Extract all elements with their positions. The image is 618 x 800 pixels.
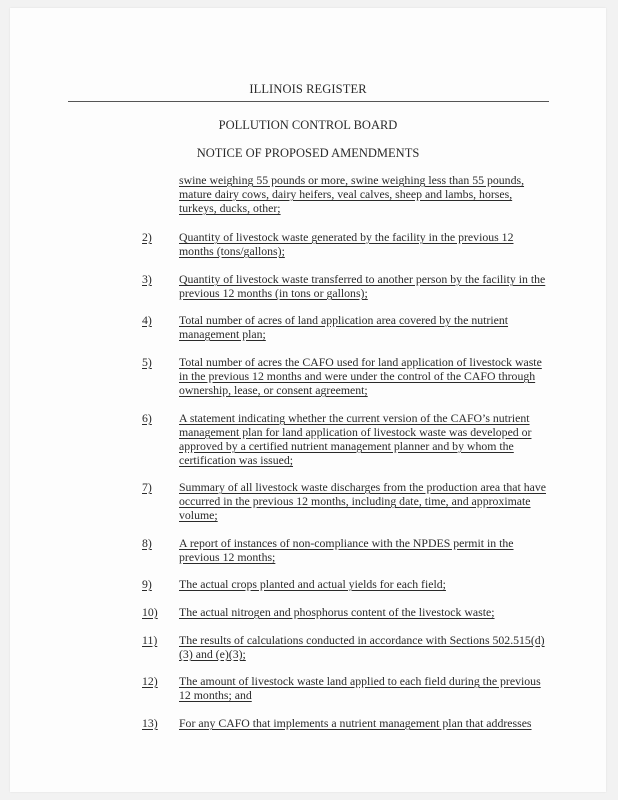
item-text: The actual crops planted and actual yields for each field; [179, 577, 446, 591]
item-number: 11) [142, 633, 158, 647]
item-number: 2) [142, 230, 152, 244]
board-heading: POLLUTION CONTROL BOARD [218, 118, 398, 132]
item-text: For any CAFO that implements a nutrient management plan that addresses [179, 716, 532, 730]
item-number: 6) [142, 411, 152, 425]
item-number: 4) [142, 313, 152, 327]
register-heading: ILLINOIS REGISTER [249, 82, 367, 96]
item-text: Total number of acres of land application area covered by the nutrient management plan; [179, 313, 509, 341]
item-text: Quantity of livestock waste generated by the facility in the previous 12 months (tons/gallons); [179, 230, 514, 258]
item-text: The results of calculations conducted in accordance with Sections 502.515(d)(3) and (e)(3); [179, 633, 545, 661]
item-number: 3) [142, 272, 152, 286]
item-text: Quantity of livestock waste transferred to another person by the facility in the previous 12 months (in tons or gallons); [179, 272, 546, 300]
item-number: 5) [142, 355, 152, 369]
item-number: 7) [142, 480, 152, 494]
item-number: 9) [142, 577, 152, 591]
notice-heading: NOTICE OF PROPOSED AMENDMENTS [196, 146, 420, 160]
item-text: A statement indicating whether the current version of the CAFO’s nutrient management plan for land application of livestock waste was developed or approved by a certified nutrient management planner and by whom the certification was issued; [179, 411, 532, 467]
document-page [10, 8, 606, 792]
item-number: 13) [142, 716, 158, 730]
header-divider [68, 101, 549, 102]
item-text: The actual nitrogen and phosphorus content of the livestock waste; [179, 605, 495, 619]
item-number: 10) [142, 605, 158, 619]
item-text: Total number of acres the CAFO used for land application of livestock waste in the previous 12 months and were under the control of the CAFO through ownership, lease, or consent agreement; [179, 355, 542, 397]
item-number: 8) [142, 536, 152, 550]
item-text: Summary of all livestock waste discharges from the production area that have occurred in the previous 12 months, including date, time, and approximate volume; [179, 480, 547, 522]
continuation-paragraph: swine weighing 55 pounds or more, swine weighing less than 55 pounds, mature dairy cows, dairy heifers, veal calves, sheep and lambs, horses, turkeys, ducks, other; [179, 173, 525, 215]
item-text: The amount of livestock waste land applied to each field during the previous 12 months; and [179, 674, 541, 702]
item-text: A report of instances of non-compliance with the NPDES permit in the previous 12 months; [179, 536, 514, 564]
item-number: 12) [142, 674, 158, 688]
